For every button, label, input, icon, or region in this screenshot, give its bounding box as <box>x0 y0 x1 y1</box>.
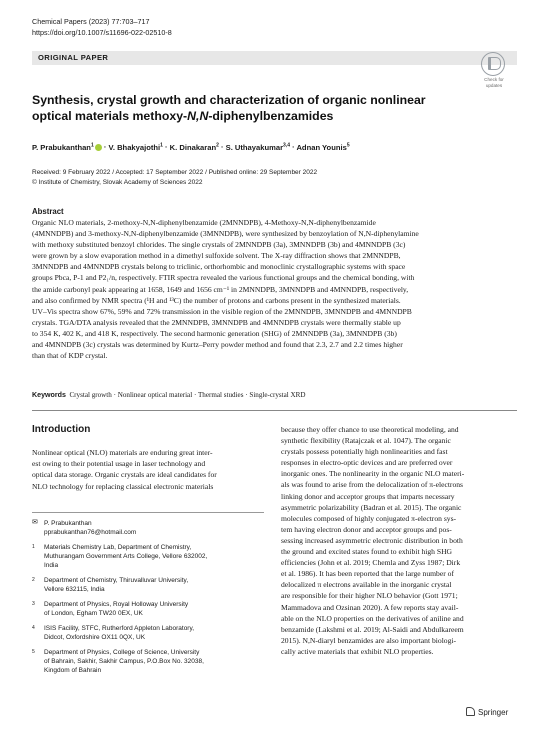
check-updates-label: Check for updates <box>484 77 504 88</box>
orcid-icon[interactable] <box>95 144 102 151</box>
author[interactable]: S. Uthayakumar$^{3,4}$ <box>225 142 290 152</box>
abstract-line: the amide carbonyl peak appearing at 1658, 1649 and 1656 cm⁻¹ in 2MNNDPB, 3MNNDPB and 4MNNDPB, respectively, <box>32 284 409 294</box>
body-line: benzamide (Lakshmi et al. 2019; Al-Saidi and Abdulkareem <box>281 624 464 634</box>
body-line: because they offer chance to use theoretical modeling, and <box>281 425 459 434</box>
keywords-list: Crystal growth · Nonlinear optical material · Thermal studies · Single-crystal XRD <box>69 391 306 399</box>
section-divider <box>32 410 517 411</box>
affiliation: 3 Department of Physics, Royal Holloway University of London, Egham TW20 0EX, UK <box>32 601 189 617</box>
body-line: inorganic ones. The nonlinearity in the organic NLO materi- <box>281 469 465 479</box>
body-line: molecules composed of highly conjugated π-electron sys- <box>281 513 457 523</box>
body-line: are responsible for their higher NLO behavior (Gott 1971; <box>281 591 458 601</box>
abstract-line: than that of KDP crystal. <box>32 351 108 361</box>
doi-link[interactable]: https://doi.org/10.1007/s11696-022-02510-8 <box>32 28 172 37</box>
corresponding-email[interactable]: pprabukanthan76@hotmail.com <box>44 529 137 536</box>
abstract-line: to 354 K, 402 K, and 418 K, respectively. The second harmonic generation (SHG) of 2MNNDPB (3a), 3MNNDPB (3b) <box>32 328 397 338</box>
body-line: synthetic flexibility (Ratajczak et al. 1047). The organic <box>281 436 451 446</box>
author-list: P. Prabukanthan$^1$ · V. Bhakyajothi$^1$ · K. Dinakaran$^2$ · S. Uthayakumar$^{3,4}$ · Adnan Younis$^5$ <box>32 142 350 152</box>
keywords <box>32 390 516 400</box>
article-title <box>32 92 502 124</box>
author[interactable]: V. Bhakyajothi$^1$ <box>108 142 163 152</box>
body-line: et al. 1986). It has been reported that the large number of <box>281 569 454 579</box>
abstract-heading: Abstract <box>32 207 64 216</box>
body-line: tem having electron donor and acceptor groups and pos- <box>281 524 452 534</box>
body-line: responses in electro-optic devices and are preferred over <box>281 458 453 468</box>
abstract-line: 3MNNDPB and 4MNNDPB crystals belong to triclinic, orthorhombic and monoclinic crystallographic systems with space <box>32 262 406 272</box>
article-dates <box>32 168 317 187</box>
keywords-label: Keywords <box>32 391 66 399</box>
affiliation: 2 Department of Chemistry, Thiruvalluvar University, Vellore 632115, India <box>32 577 189 593</box>
abstract-line: crystals. TGA/DTA analysis revealed that the 2MNNDPB, 3MNNDPB and 4MNNDPB crystals were thermally stable up <box>32 317 401 327</box>
body-line: als was found to arise from the delocalization of π-electrons <box>281 480 464 490</box>
author[interactable]: K. Dinakaran$^2$ <box>169 142 219 152</box>
body-line: linking donor and acceptor groups that imparts necessary <box>281 491 455 501</box>
body-line: able on the NLO properties on the derivatives of aniline and <box>281 613 464 623</box>
introduction-right-column <box>281 424 517 657</box>
journal-citation: Chemical Papers (2023) 77:703–717 <box>32 17 150 26</box>
body-line: cally active materials that exhibit NLO properties. <box>281 646 434 656</box>
corresponding-name: P. Prabukanthan <box>44 520 92 527</box>
body-line: NLO technology for replacing classical electronic materials <box>32 481 214 491</box>
abstract-line: UV–Vis spectra show 67%, 59% and 72% transmission in the visible region of the 2MNNDPB, 3MNNDPB and 4MNNDPB <box>32 306 412 316</box>
copyright-line: © Institute of Chemistry, Slovak Academy of Sciences 2022 <box>32 178 203 186</box>
affiliation: 4 ISIS Facility, STFC, Rutherford Appleton Laboratory, Didcot, Oxfordshire OX11 0QX, UK <box>32 625 195 641</box>
corresponding-author <box>32 519 264 537</box>
title-line-2: optical materials methoxy-N,N-diphenylbenzamides <box>32 109 334 123</box>
dates-line: Received: 9 February 2022 / Accepted: 17 September 2022 / Published online: 29 September 2022 <box>32 169 318 176</box>
abstract-body <box>32 217 516 361</box>
springer-horse-icon <box>466 707 475 716</box>
check-updates-icon <box>481 52 505 76</box>
publisher-name: Springer <box>478 708 509 717</box>
title-line-1: Synthesis, crystal growth and characterization of organic nonlinear <box>32 93 426 107</box>
check-for-updates-badge[interactable] <box>478 52 510 94</box>
article-type-banner: ORIGINAL PAPER <box>32 51 517 65</box>
body-line: Mammadova and Ozsinan 2020). A few reports stay avail- <box>281 602 459 612</box>
affiliation: 5 Department of Physics, College of Science, University of Bahrain, Sakhir, Sakhir Campus, P.O.Box No. 32038, Kingdom of Bahrain <box>32 649 204 674</box>
body-line: Nonlinear optical (NLO) materials are enduring great inter- <box>32 448 213 457</box>
body-line: crystals possess potentially high nonlinearities and fast <box>281 447 448 457</box>
introduction-left-column <box>32 447 260 492</box>
abstract-line: groups Pbca, P-1 and P2₁/n, respectively. FTIR spectra revealed the various functional groups and the chemical bonding, with <box>32 273 415 283</box>
abstract-line: with methoxy substituted benzoyl chlorides. The single crystals of 2MNNDPB (3a), 3MNNDPB (3b) and 4MNNDPB (3c) <box>32 240 406 250</box>
affiliation: 1 Materials Chemistry Lab, Department of Chemistry, Muthurangam Government Arts College, Vellore 632002, India <box>32 544 208 569</box>
abstract-line: and 4MNNDPB (3c) crystals was determined by Kurtz–Perry powder method and found that 2.3, 2.7 and 2.2 times higher <box>32 340 403 350</box>
body-line: est owing to their potential usage in laser technology and <box>32 459 206 469</box>
author[interactable]: P. Prabukanthan$^1$ <box>32 143 102 152</box>
body-line: 2015). N,N-diaryl benzamides are also important biologi- <box>281 635 457 645</box>
body-line: asymmetric polarizability (Badran et al. 2015). The organic <box>281 502 462 512</box>
envelope-icon: ✉ <box>32 519 38 526</box>
abstract-line: Organic NLO materials, 2-methoxy-N,N-diphenylbenzamide (2MNNDPB), 4-Methoxy-N,N-diphenylbenzamide <box>32 218 376 227</box>
body-line: sessing increased asymmetric electronic distribution in both <box>281 535 463 545</box>
body-line: efficiencies (John et al. 2019; Chemla and Zyss 1987; Dirk <box>281 558 461 568</box>
body-line: optical data storage. Organic crystals are ideal candidates for <box>32 470 217 480</box>
introduction-heading: Introduction <box>32 424 91 435</box>
publisher-logo <box>466 707 508 717</box>
footnotes <box>32 519 264 681</box>
journal-header <box>32 16 172 38</box>
author[interactable]: Adnan Younis$^5$ <box>296 142 350 152</box>
abstract-line: (4MNNDPB) and 3-methoxy-N,N-diphenylbenzamide (3MNNDPB), were synthesized by benzoylation of N,N-diphenylamine <box>32 229 419 239</box>
footnote-divider <box>32 512 264 513</box>
body-line: delocalized π electrons available in the inorganic crystal <box>281 580 452 590</box>
abstract-line: were grown by a slow evaporation method in a dimethyl sulfoxide solvent. The X-ray diffraction shows that 2MNNDPB, <box>32 251 401 261</box>
abstract-line: and also confirmed by NMR spectra (¹H and ¹³C) the number of protons and carbons present in the synthesized materials. <box>32 295 401 305</box>
body-line: the ground and excited states found to exhibit high SHG <box>281 547 453 557</box>
